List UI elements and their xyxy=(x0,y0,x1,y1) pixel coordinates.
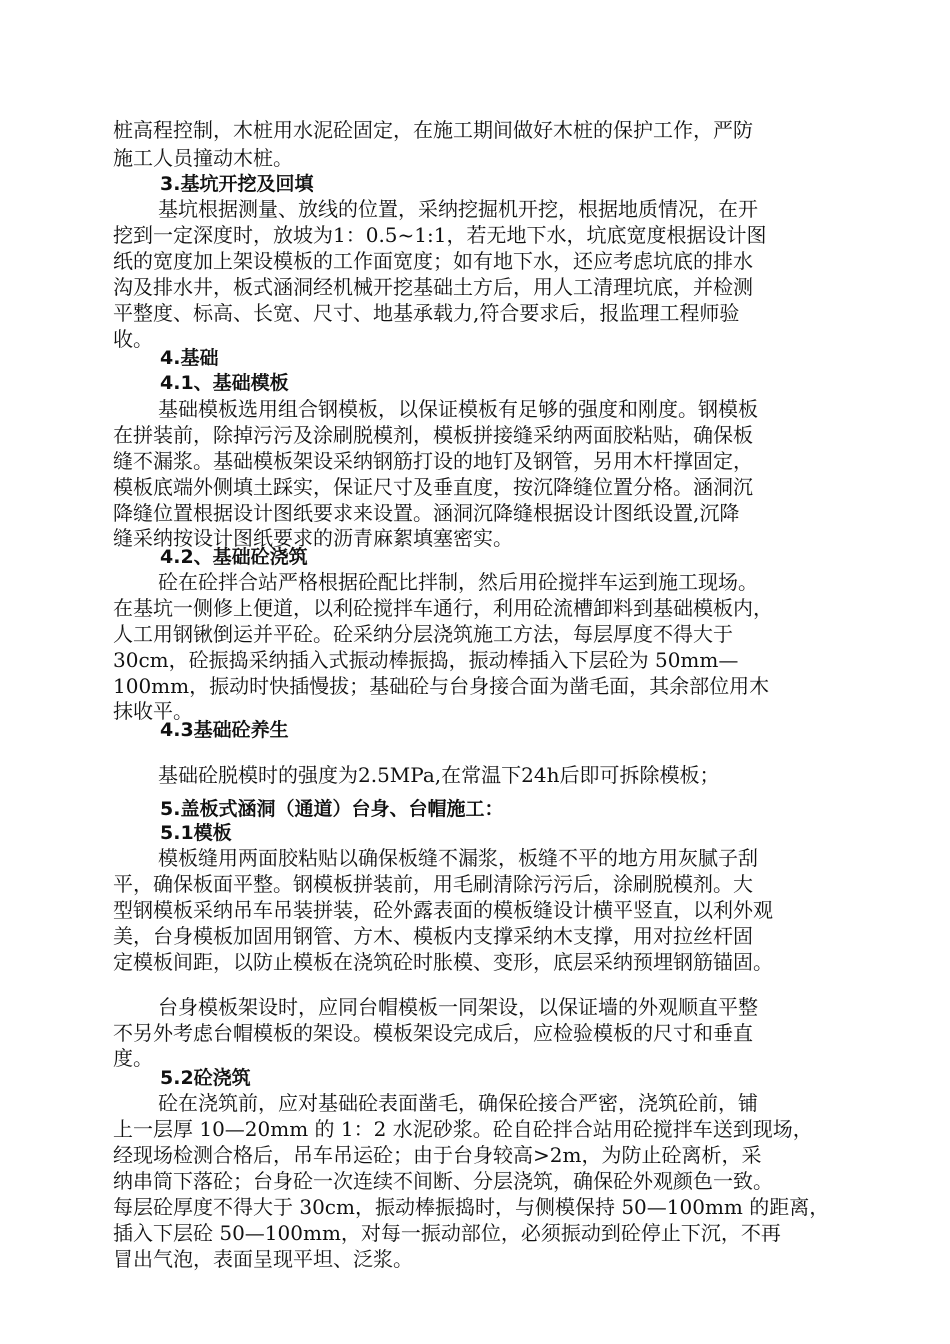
section-5-2-line-1: 砼在浇筑前，应对基础砼表面凿毛，确保砼接合严密，浇筑砼前，铺 xyxy=(158,1091,758,1115)
section-3-line-5: 平整度、标高、长宽、尺寸、地基承载力,符合要求后，报监理工程师验 xyxy=(113,301,740,325)
section-4-2-line-1: 砼在砼拌合站严格根据砼配比拌制，然后用砼搅拌车运到施工现场。 xyxy=(158,570,758,594)
section-5-2-line-7: 冒出气泡，表面呈现平坦、泛浆。 xyxy=(113,1247,413,1271)
section-5-1-p1-line-1: 模板缝用两面胶粘贴以确保板缝不漏浆，板缝不平的地方用灰腻子刮 xyxy=(158,846,758,870)
section-3-line-2: 挖到一定深度时，放坡为1：0.5~1:1，若无地下水，坑底宽度根据设计图 xyxy=(113,223,767,247)
section-4-2-line-4: 30cm，砼振捣采纳插入式振动棒振捣，振动棒插入下层砼为 50mm— xyxy=(113,648,739,672)
section-5-1-p1-line-5: 定模板间距，以防止模板在浇筑砼时胀模、变形，底层采纳预埋钢筋锚固。 xyxy=(113,950,773,974)
section-4-3-line-1: 基础砼脱模时的强度为2.5MPa,在常温下24h后即可拆除模板； xyxy=(158,763,720,787)
intro-line-1: 桩高程控制，木桩用水泥砼固定，在施工期间做好木桩的保护工作，严防 xyxy=(113,118,753,142)
section-4-3-heading: 4.3基础砼养生 xyxy=(160,719,289,741)
section-5-2-line-6: 插入下层砼 50—100mm，对每一振动部位，必须振动到砼停止下沉，不再 xyxy=(113,1221,781,1245)
section-4-1-line-1: 基础模板选用组合钢模板，以保证模板有足够的强度和刚度。钢模板 xyxy=(158,397,758,421)
section-4-1-line-6: 缝采纳按设计图纸要求的沥青麻絮填塞密实。 xyxy=(113,526,513,550)
section-4-1-heading: 4.1、基础模板 xyxy=(160,372,289,394)
section-5-1-p1-line-2: 平，确保板面平整。钢模板拼装前，用毛刷清除污污后，涂刷脱模剂。大 xyxy=(113,872,753,896)
section-5-2-line-2: 上一层厚 10—20mm 的 1：2 水泥砂浆。砼自砼拌合站用砼搅拌车送到现场， xyxy=(113,1117,813,1141)
section-3-heading: 3.基坑开挖及回填 xyxy=(160,173,314,195)
section-4-2-line-2: 在基坑一侧修上便道，以利砼搅拌车通行，利用砼流槽卸料到基础模板内， xyxy=(113,596,773,620)
intro-line-2: 施工人员撞动木桩。 xyxy=(113,146,293,170)
section-4-1-line-4: 模板底端外侧填土踩实，保证尺寸及垂直度，按沉降缝位置分格。涵洞沉 xyxy=(113,475,753,499)
section-4-2-line-3: 人工用钢锹倒运并平砼。砼采纳分层浇筑施工方法，每层厚度不得大于 xyxy=(113,622,733,646)
section-5-2-heading: 5.2砼浇筑 xyxy=(160,1067,251,1089)
section-3-line-3: 纸的宽度加上架设模板的工作面宽度；如有地下水，还应考虑坑底的排水 xyxy=(113,249,753,273)
section-4-1-line-3: 缝不漏浆。基础模板架设采纳钢筋打设的地钉及钢管，另用木杆撑固定， xyxy=(113,449,753,473)
section-3-line-1: 基坑根据测量、放线的位置，采纳挖掘机开挖，根据地质情况，在开 xyxy=(158,197,758,221)
section-5-1-p2-line-2: 不另外考虑台帽模板的架设。模板架设完成后，应检验模板的尺寸和垂直 xyxy=(113,1021,753,1045)
section-5-1-p1-line-4: 美，台身模板加固用钢管、方木、模板内支撑采纳木支撑，用对拉丝杆固 xyxy=(113,924,753,948)
section-3-line-6: 收。 xyxy=(113,327,153,351)
section-5-1-p2-line-3: 度。 xyxy=(113,1046,153,1070)
section-5-1-p2-line-1: 台身模板架设时，应同台帽模板一同架设，以保证墙的外观顺直平整 xyxy=(158,995,758,1019)
section-5-1-heading: 5.1模板 xyxy=(160,822,232,844)
section-4-2-line-5: 100mm，振动时快插慢拔；基础砼与台身接合面为凿毛面，其余部位用木 xyxy=(113,674,770,698)
section-4-heading: 4.基础 xyxy=(160,347,219,369)
section-3-line-4: 沟及排水井，板式涵洞经机械开挖基础土方后，用人工清理坑底，并检测 xyxy=(113,275,753,299)
section-5-2-line-3: 经现场检测合格后，吊车吊运砼；由于台身较高>2m，为防止砼离析，采 xyxy=(113,1143,762,1167)
section-4-1-line-5: 降缝位置根据设计图纸要求来设置。涵洞沉降缝根据设计图纸设置,沉降 xyxy=(113,501,740,525)
section-5-2-line-4: 纳串筒下落砼；台身砼一次连续不间断、分层浇筑，确保砼外观颜色一致。 xyxy=(113,1169,773,1193)
section-4-2-heading: 4.2、基础砼浇筑 xyxy=(160,546,308,568)
section-5-1-p1-line-3: 型钢模板采纳吊车吊装拼装，砼外露表面的模板缝设计横平竖直，以利外观 xyxy=(113,898,773,922)
section-5-heading: 5.盖板式涵洞（通道）台身、台帽施工： xyxy=(160,798,504,820)
section-4-2-line-6: 抹收平。 xyxy=(113,699,193,723)
section-5-2-line-5: 每层砼厚度不得大于 30cm，振动棒振捣时，与侧模保持 50—100mm 的距离， xyxy=(113,1195,830,1219)
section-4-1-line-2: 在拼装前，除掉污污及涂刷脱模剂，模板拼接缝采纳两面胶粘贴，确保板 xyxy=(113,423,753,447)
